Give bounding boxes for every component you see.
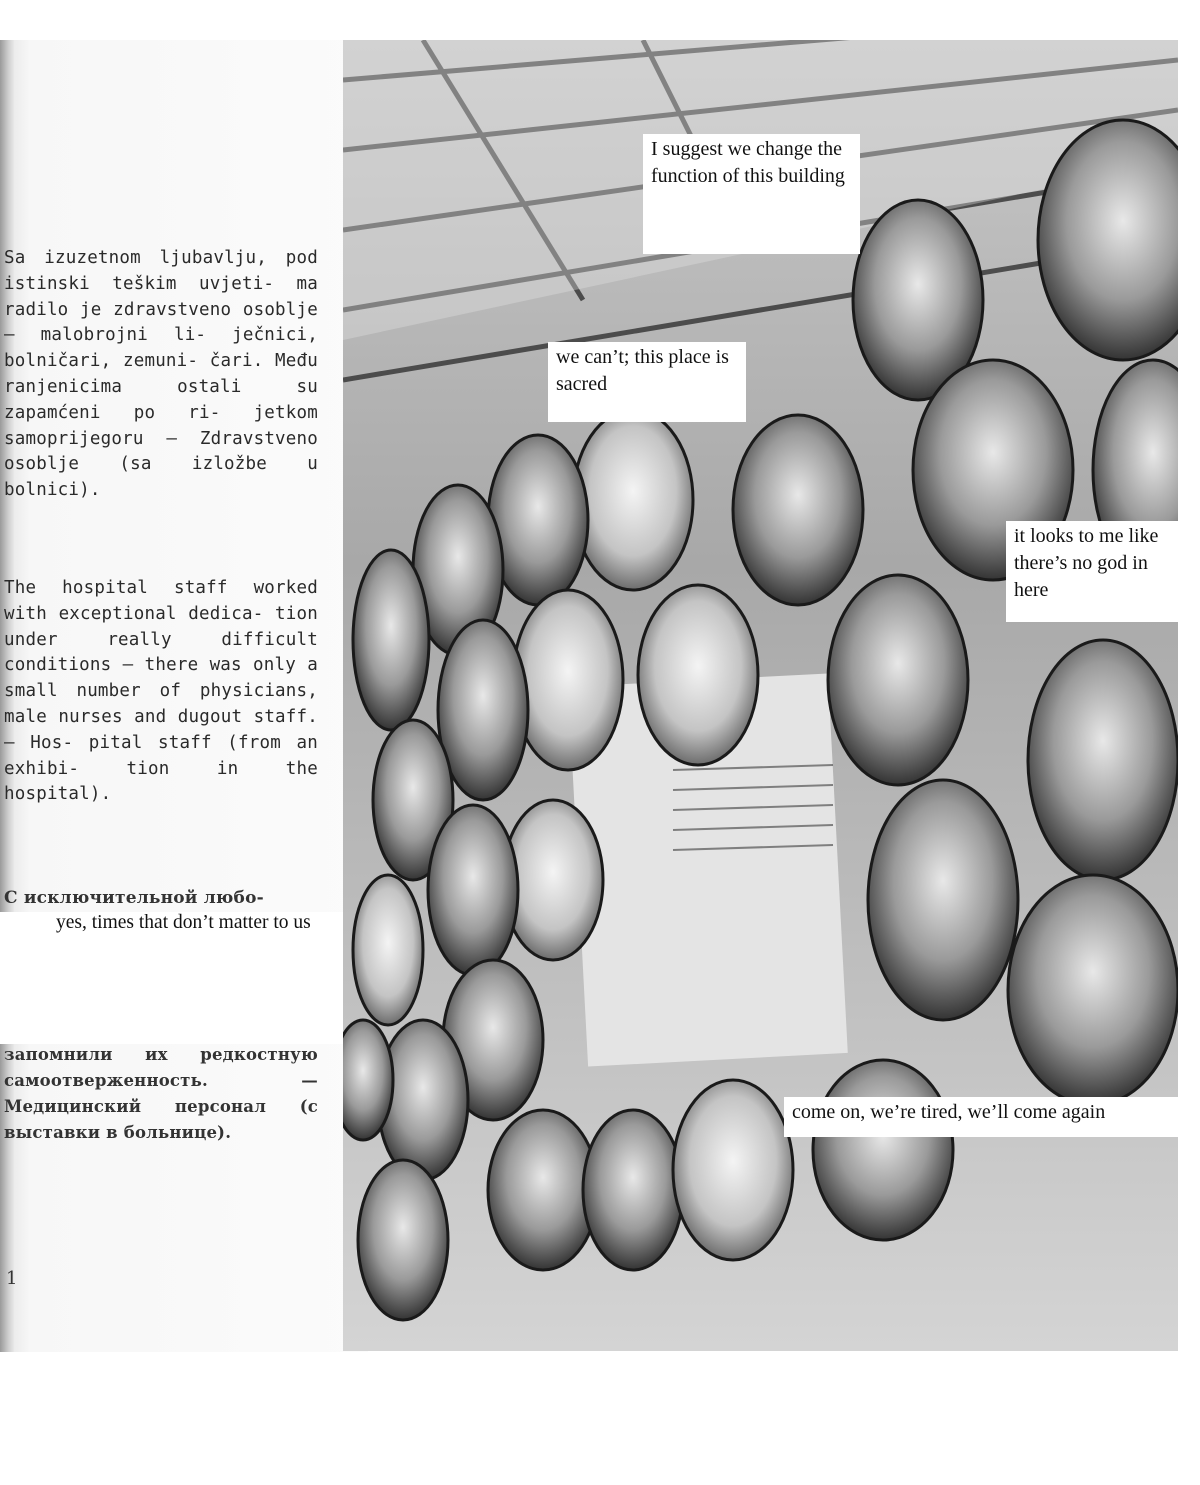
russian-caption-end: запомнили их редкостную самоотверженность. — Медицинский персонал (с выставки в больнице). — [4, 1045, 318, 1142]
russian-caption-start: С исключительной любо- — [4, 888, 264, 908]
note-sacred: we can’t; this place is sacred — [548, 342, 746, 422]
croatian-caption: Sa izuzetnom ljubavlju, pod istinski teškim uvjeti- ma radilo je zdravstveno osoblje — malobrojni li- ječnici, bolničari, zemuni- čari. Među ranjenicima ostali su zapamćeni po ri- jetkom samoprijegoru — Zdravstveno osoblje (sa izložbe u bolnici). — [4, 248, 318, 501]
english-caption: The hospital staff worked with exceptional dedica- tion under really difficult conditions — there was only a small number of physicians, male nurses and dugout staff. — Hos- pital staff (from an exhibi- tion in the hospital). — [4, 578, 318, 805]
note-no-god: it looks to me like there’s no god in here — [1006, 521, 1178, 622]
page-number: 1 — [6, 1268, 18, 1289]
note-come-again: come on, we’re tired, we’ll come again — [784, 1097, 1178, 1137]
note-times: yes, times that don’t matter to us — [56, 912, 311, 933]
note-change-function: I suggest we change the function of this building — [643, 134, 860, 254]
